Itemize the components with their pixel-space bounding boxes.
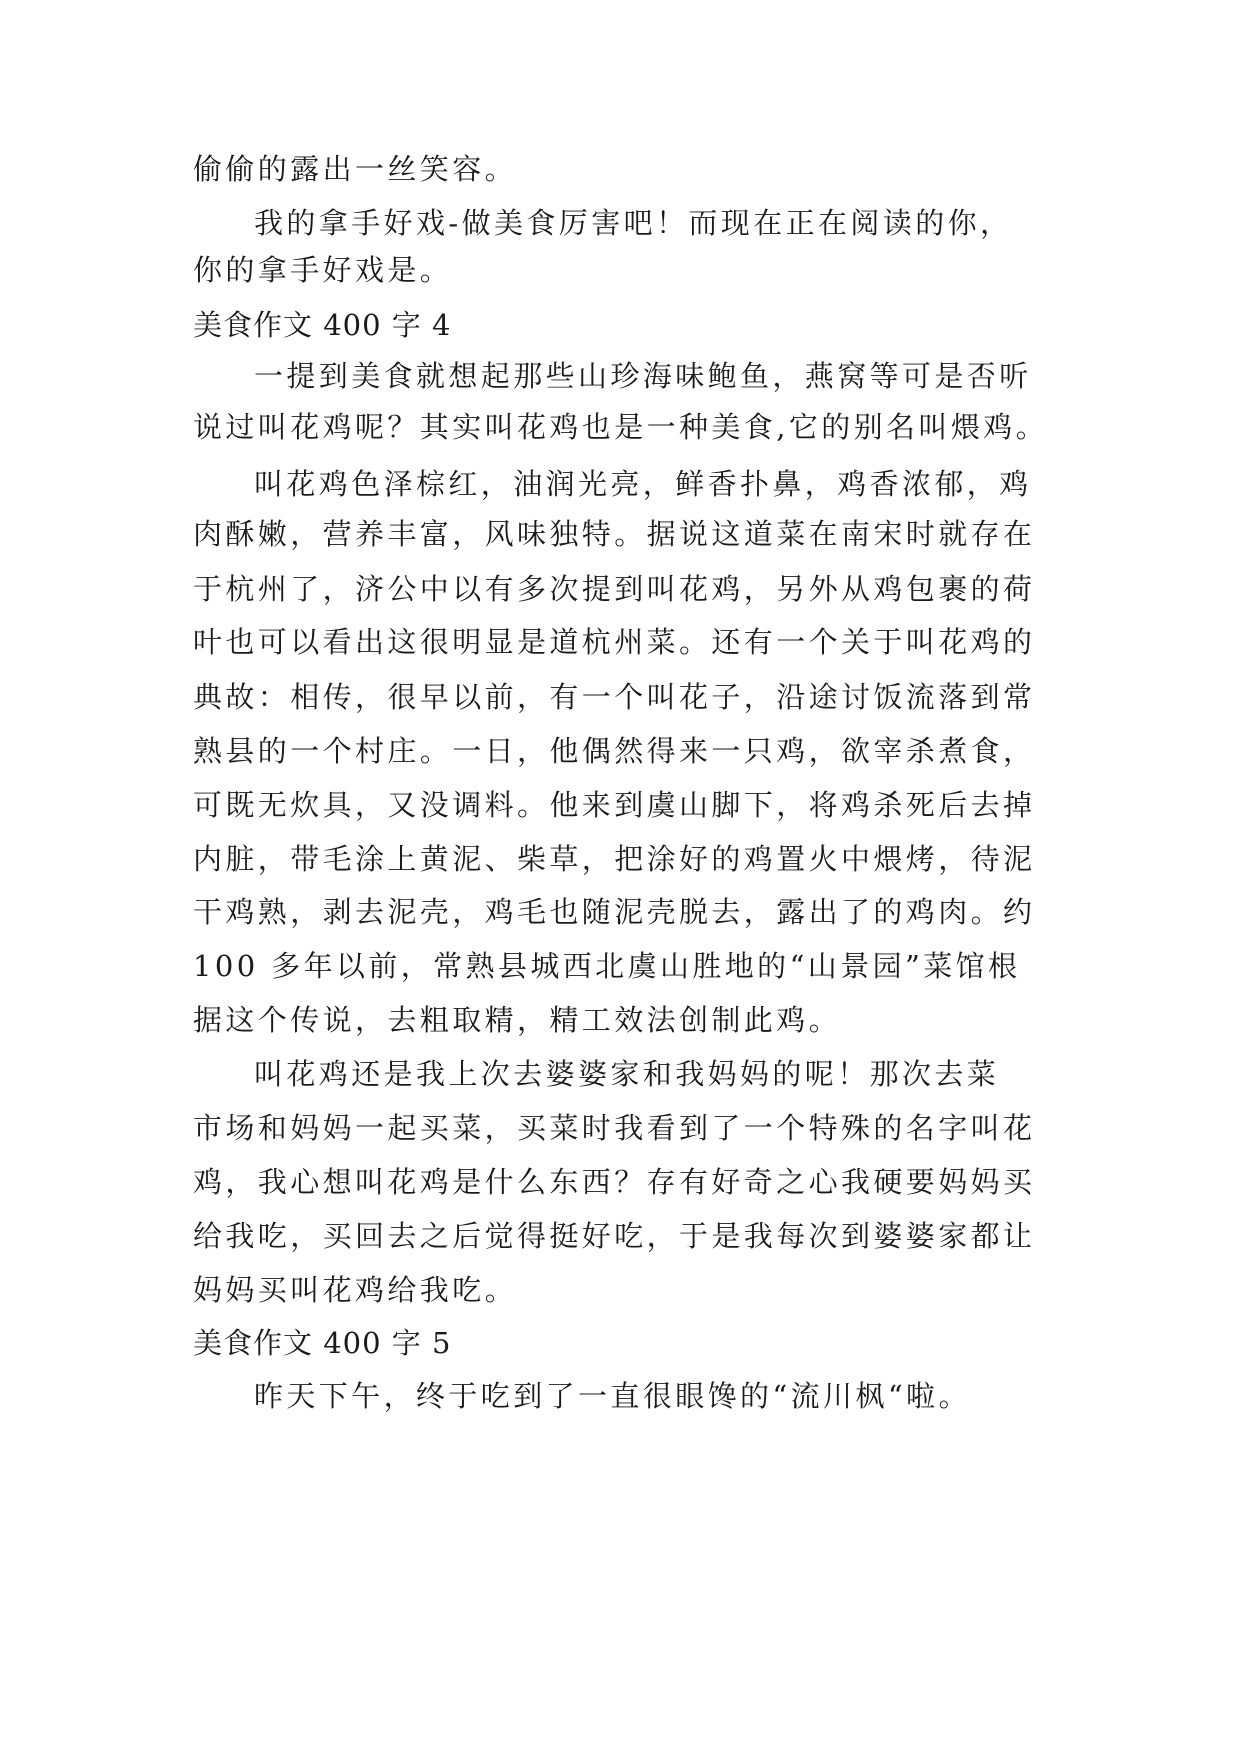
paragraph-line: 肉酥嫩，营养丰富，风味独特。据说这道菜在南宋时就存在 [193, 517, 1036, 551]
paragraph-line: 于杭州了，济公中以有多次提到叫花鸡，另外从鸡包裹的荷 [193, 572, 1036, 606]
paragraph-line: 我的拿手好戏-做美食厉害吧！而现在正在阅读的你， [254, 206, 1013, 240]
paragraph-line: 熟县的一个村庄。一日，他偶然得来一只鸡，欲宰杀煮食， [193, 734, 1036, 768]
paragraph-line: 鸡，我心想叫花鸡是什么东西？存有好奇之心我硬要妈妈买 [193, 1165, 1036, 1199]
paragraph-line: 妈妈买叫花鸡给我吃。 [193, 1273, 518, 1307]
paragraph-line: 叫花鸡色泽棕红，油润光亮，鲜香扑鼻，鸡香浓郁，鸡 [254, 467, 1032, 501]
paragraph-line: 叶也可以看出这很明显是道杭州菜。还有一个关于叫花鸡的 [193, 625, 1036, 659]
paragraph-line: 典故：相传，很早以前，有一个叫花子，沿途讨饭流落到常 [193, 680, 1036, 714]
paragraph-line: 内脏，带毛涂上黄泥、柴草，把涂好的鸡置火中煨烤，待泥 [193, 842, 1036, 876]
paragraph-line: 可既无炊具，又没调料。他来到虞山脚下，将鸡杀死后去掉 [193, 788, 1036, 822]
paragraph-line: 给我吃，买回去之后觉得挺好吃，于是我每次到婆婆家都让 [193, 1219, 1036, 1253]
paragraph-line: 市场和妈妈一起买菜，买菜时我看到了一个特殊的名字叫花 [193, 1111, 1036, 1145]
paragraph-line: 100 多年以前，常熟县城西北虞山胜地的“山景园”菜馆根 [193, 949, 1021, 983]
paragraph-line: 偷偷的露出一丝笑容。 [193, 152, 518, 186]
paragraph-line: 说过叫花鸡呢？其实叫花鸡也是一种美食,它的别名叫煨鸡。 [193, 410, 1049, 444]
paragraph-line: 昨天下午，终于吃到了一直很眼馋的“流川枫“啦。 [254, 1379, 971, 1413]
paragraph-line: 一提到美食就想起那些山珍海味鲍鱼，燕窝等可是否听 [254, 359, 1032, 393]
paragraph-line: 据这个传说，去粗取精，精工效法创制此鸡。 [193, 1003, 842, 1037]
paragraph-line: 干鸡熟，剥去泥壳，鸡毛也随泥壳脱去，露出了的鸡肉。约 [193, 895, 1036, 929]
paragraph-line: 你的拿手好戏是。 [193, 253, 453, 287]
paragraph-line: 叫花鸡还是我上次去婆婆家和我妈妈的呢！那次去菜 [254, 1057, 1000, 1091]
section-heading: 美食作文 400 字 4 [193, 308, 452, 342]
section-heading: 美食作文 400 字 5 [193, 1326, 452, 1360]
